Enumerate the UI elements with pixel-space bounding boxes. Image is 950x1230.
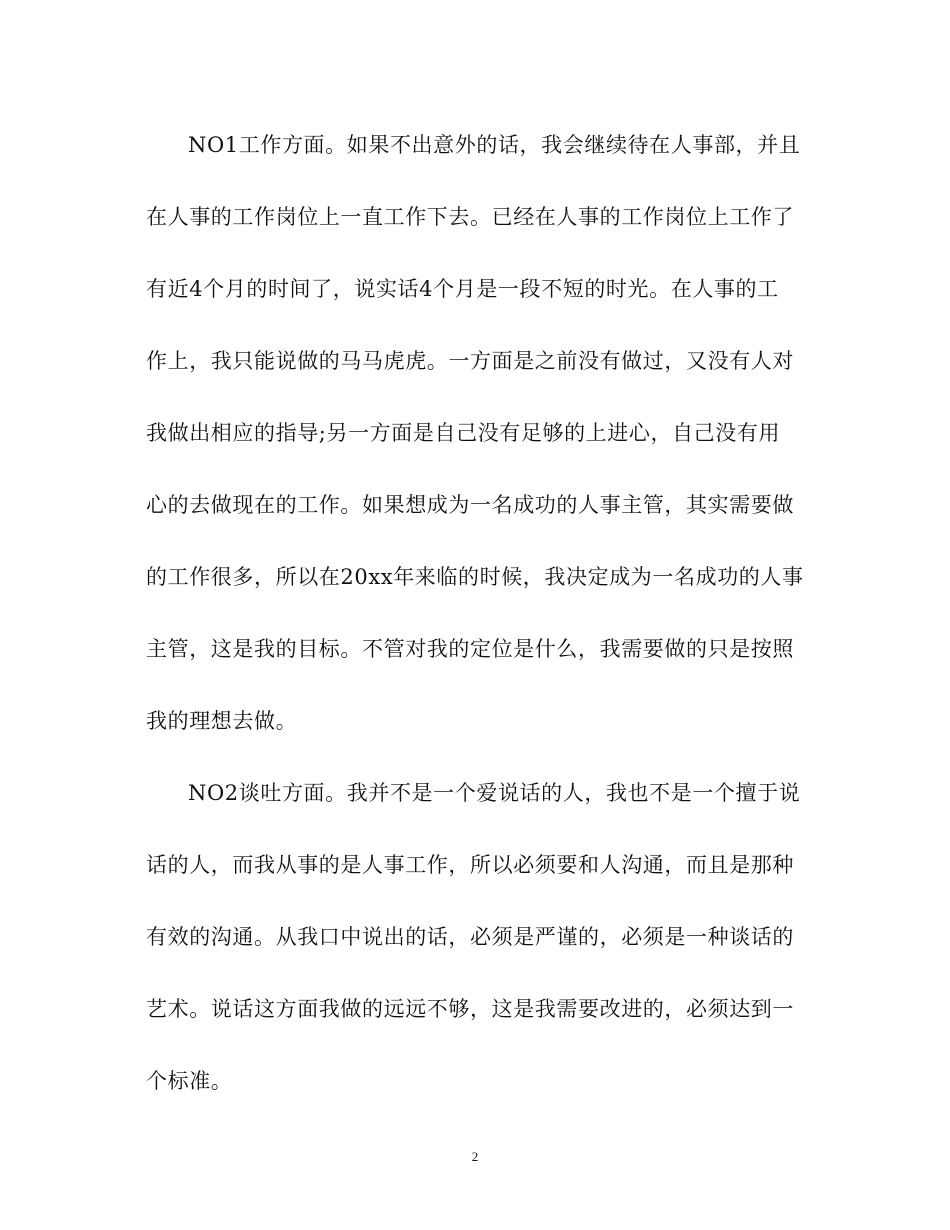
text-line: 个标准。	[146, 1069, 233, 1093]
page-number: 2	[471, 1149, 479, 1164]
text-line: 有效的沟通。从我口中说出的话，必须是严谨的，必须是一种谈话的	[146, 925, 794, 949]
text-line: 在人事的工作岗位上一直工作下去。已经在人事的工作岗位上工作了	[146, 205, 794, 229]
text-line: 有近4个月的时间了，说实话4个月是一段不短的时光。在人事的工	[146, 277, 779, 301]
text-line: 艺术。说话这方面我做的远远不够，这是我需要改进的，必须达到一	[146, 997, 794, 1021]
text-line: 主管，这是我的目标。不管对我的定位是什么，我需要做的只是按照	[146, 637, 794, 661]
text-line: 我的理想去做。	[146, 709, 298, 733]
text-line: 我做出相应的指导;另一方面是自己没有足够的上进心，自己没有用	[146, 421, 781, 445]
text-line: 话的人，而我从事的是人事工作，所以必须要和人沟通，而且是那种	[146, 853, 794, 877]
text-line: NO2谈吐方面。我并不是一个爱说话的人，我也不是一个擅于说	[188, 781, 801, 805]
text-line: NO1工作方面。如果不出意外的话，我会继续待在人事部，并且	[188, 133, 801, 157]
text-line: 心的去做现在的工作。如果想成为一名成功的人事主管，其实需要做	[146, 493, 794, 517]
text-line: 作上，我只能说做的马马虎虎。一方面是之前没有做过，又没有人对	[146, 349, 794, 373]
text-line: 的工作很多，所以在20xx年来临的时候，我决定成为一名成功的人事	[146, 565, 804, 589]
